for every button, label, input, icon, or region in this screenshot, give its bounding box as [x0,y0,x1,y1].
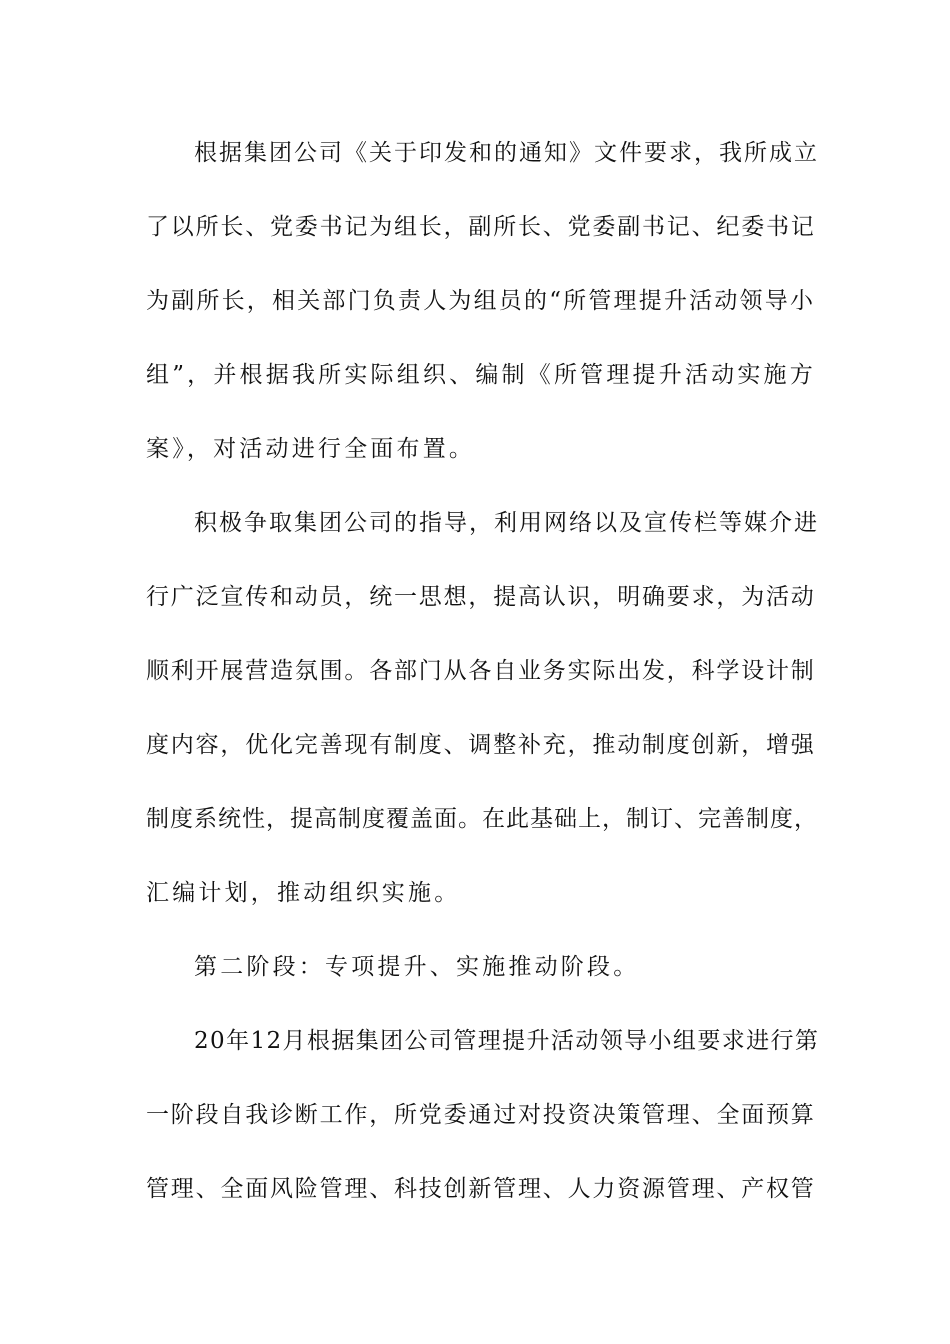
paragraph-line: 组”，并根据我所实际组织、编制《所管理提升活动实施方 [146,362,816,388]
paragraph-line: 了以所长、党委书记为组长，副所长、党委副书记、纪委书记 [146,214,816,240]
paragraph-line: 制度系统性，提高制度覆盖面。在此基础上，制订、完善制度， [146,806,818,832]
section-heading: 第二阶段：专项提升、实施推动阶段。 [194,954,640,980]
paragraph-line: 20年12月根据集团公司管理提升活动领导小组要求进行第 [194,1028,820,1054]
paragraph-line: 汇编计划，推动组织实施。 [146,880,461,906]
paragraph-line: 案》，对活动进行全面布置。 [146,436,476,462]
paragraph-line: 为副所长，相关部门负责人为组员的“所管理提升活动领导小 [146,288,816,314]
paragraph-line: 行广泛宣传和动员，统一思想，提高认识，明确要求，为活动 [146,584,816,610]
paragraph-line: 管理、全面风险管理、科技创新管理、人力资源管理、产权管 [146,1176,816,1202]
paragraph-line: 根据集团公司《关于印发和的通知》文件要求，我所成立 [194,140,819,166]
paragraph-line: 顺利开展营造氛围。各部门从各自业务实际出发，科学设计制 [146,658,816,684]
paragraph-line: 一阶段自我诊断工作，所党委通过对投资决策管理、全面预算 [146,1102,816,1128]
paragraph-line: 度内容，优化完善现有制度、调整补充，推动制度创新，增强 [146,732,816,758]
paragraph-line: 积极争取集团公司的指导，利用网络以及宣传栏等媒介进 [194,510,819,536]
